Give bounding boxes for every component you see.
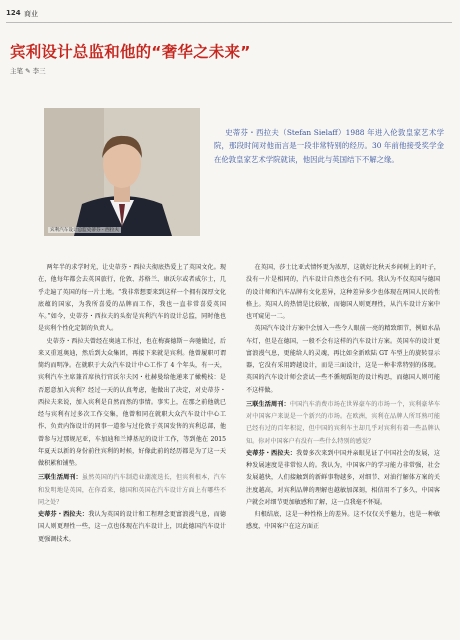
paragraph: 在英国，莎士比亚式情怀更为浓厚，这就好比秋天乡间树上的叶子，没有一片是相同的，汽车设计自然也会有不同。我认为不仅英国与德国的设计师和汽车品牌有文化差异，这种差异多少也体现在两国人民的性格上。英国人的热情是比较敏，而德国人则更理性，从汽车设计方案中也可窥见一二。 [246, 264, 440, 320]
answer-text: 我曾多次来到中国并亲眼见证了中国社会的发展，这种发展速度是非常惊人的。我认为，中国客户的学习能力非常强，社会发展越快，人们接触到的新鲜事物越多，对细节、对油行解体方案的关注度越高，对宾利品牌的理解也越敏加深刻，相信用不了多久，中国客户就会对细节更加敏感和了解，这一点我毫不怀疑。 [246, 449, 441, 506]
section-label: 商业 [24, 10, 38, 18]
left-column [38, 262, 226, 546]
question-label: 三联生活周刊： [246, 400, 290, 408]
photo-caption: 宾利汽车设计总监史蒂芬・西拉夫 [50, 228, 119, 233]
interview-answer [38, 509, 226, 546]
paragraph: 归根结底，这是一种性格上的差异。这不仅仅关乎魅力，也是一种敏感度，中国客户在这方面正 [246, 511, 440, 531]
article-byline: 主笔 ✎ 李三 [10, 67, 46, 75]
question-text: 虽然英国的汽车制造业潮流迭长，但宾利根本，汽车和发明地是英国，在你看来，德国和英国在汽车设计方面上有哪些不同之处？ [38, 474, 227, 506]
answer-label: 史蒂芬・西拉夫： [246, 449, 297, 457]
article-title: 宾利设计总监和他的“奢华之未来” [10, 43, 251, 61]
paragraph: 两年半的求学时光，让史蒂芬・西拉夫彻底热爱上了英国文化。现在，他每年都会去英国旅行，伦敦、苏格兰、康沃尔或者威尔士，几乎走遍了英国的每一片土地。“我非常想要来到这样一个拥有深厚文化底蕴的国家，为我所喜爱的品牌而工作，我也一直非常喜爱英国车。”如今，史蒂芬・西拉夫的头衔是宾利汽车的设计总监，同时他也是宾利个性化定制的负责人。 [38, 264, 226, 333]
portrait-illustration [44, 108, 200, 236]
question-label: 三联生活周刊： [38, 474, 82, 482]
interview-question [38, 472, 226, 509]
answer-text: 我认为英国的设计和工程理念更富浪漫气息，而德国人则更理性一些，这一点也体现在汽车设计上，因此德国汽车设计更强调技术。 [38, 511, 227, 543]
interview-answer [246, 448, 440, 509]
header-rule [6, 22, 452, 23]
page-number: 124 [6, 9, 21, 17]
right-column [246, 262, 440, 534]
question-text: 中国汽车消费市场在世界豪车的市场一个，宾利豪华车对中国客户来说是一个新兴的市场。在欧洲，宾利在品牌人所耳熟可能已经有过的百年积淀，但中国的宾利车主却几乎对宾利有着一些品牌认知。你对中国客户有没有一些什么特别的感觉？ [246, 400, 441, 445]
portrait-photo [44, 108, 200, 236]
page-header [0, 8, 460, 22]
answer-label: 史蒂芬・西拉夫： [38, 511, 89, 518]
article-intro: 史蒂芬・西拉夫（Stefan Sielaff）1988 年进入伦敦皇家艺术学院，那段时间对他而言是一段非常特别的经历。30 年前他接受奖学金在伦敦皇家艺术学院就读，他因此与英国结下不解之缘。 [214, 128, 444, 164]
interview-question [246, 399, 440, 448]
paragraph: 英国汽车设计方案中会加入一些令人眼前一亮的精致细节，例如水晶车灯，但是在德国，一般不会有这样的汽车设计方案。英国车的设计更富浪漫气息，更能给人的灵魂，再比如全新欧陆 GT 车型上的旋转显示器，它没有采用跨越设计，而是三面设计，这是一种非常特别的体现。英国的汽车设计师会尝试一些不循规蹈矩的设计构思，而德国人则可能不这样做。 [246, 325, 440, 394]
paragraph: 史蒂芬・西拉夫曾经在奥迪工作过，也在梅赛德斯－奔驰做过，后来又重返奥迪，然后到大众集团，再接下来就是宾利。他曾履职可谓简约而明净。在就职于大众汽车设计中心工作了 4 个年头，有一天，宾利汽车主席兼首席执行官沃尔夫冈・杜赫曼给他递来了橄榄枝：是否愿意加入宾利？经过一天的认真考虑，他做出了决定，对史蒂芬・西拉夫来说，加入宾利是自然而然的事情。事实上，在那之前他就已经与宾利有过多次工作交集，他曾和同在就职大众汽车设计中心工作、负责内饰设计的同事一道参与过伦敦于英国发售的宾利总部，他曾参与过那规尼亚，车加迪和兰博基尼的设计工作，等到他在 2015 年夏天以新的身份前往宾利的时候，好像此前的经历都是为了这一天做积累和铺垫。 [38, 337, 226, 467]
